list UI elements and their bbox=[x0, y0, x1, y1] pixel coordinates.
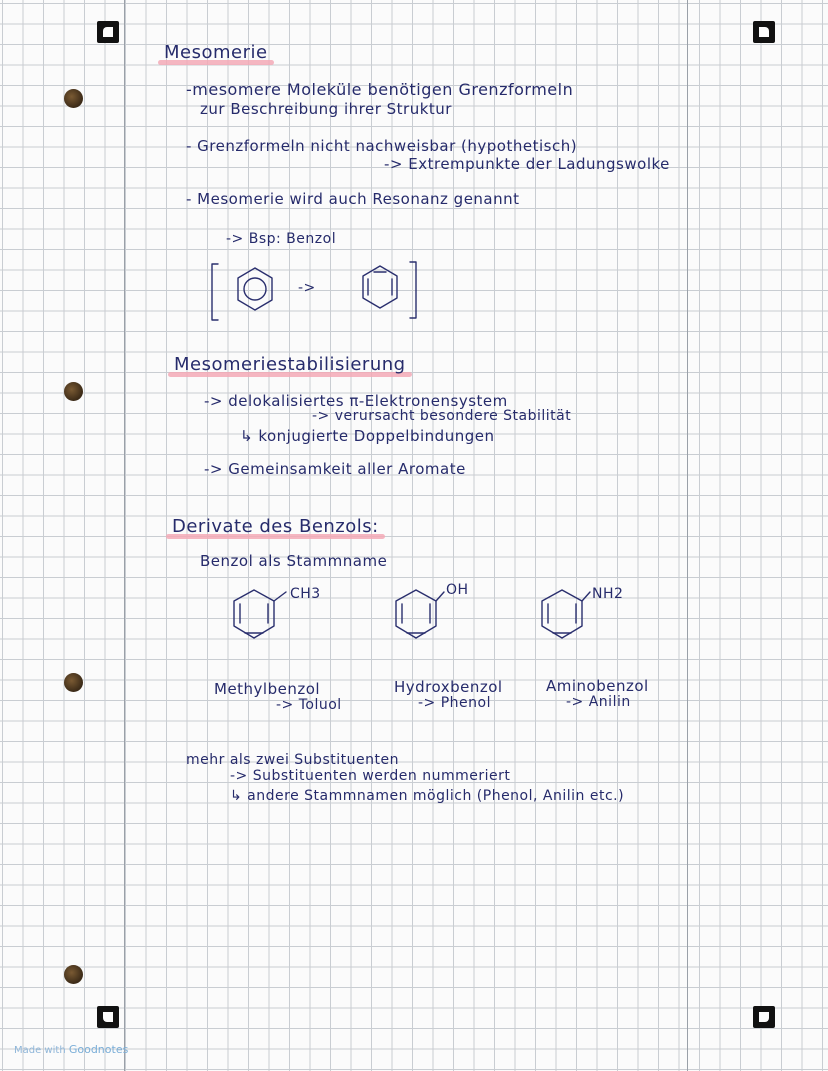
page-title bbox=[164, 42, 268, 63]
corner-marker-top-right bbox=[753, 21, 775, 43]
punch-hole-1 bbox=[64, 89, 83, 108]
corner-marker-bottom-right bbox=[753, 1006, 775, 1028]
stabilisierung-heading bbox=[174, 354, 406, 375]
punch-hole-4 bbox=[64, 965, 83, 984]
margin-line-right bbox=[687, 0, 688, 1071]
goodnotes-watermark bbox=[14, 1043, 128, 1056]
aminobenzol-group: NH2 bbox=[592, 586, 624, 602]
corner-marker-bottom-left bbox=[97, 1006, 119, 1028]
aminobenzol-name: Aminobenzol bbox=[546, 677, 649, 695]
stabilisierung-line-3: ↳ konjugierte Doppelbindungen bbox=[240, 427, 495, 445]
methylbenzol-alias: -> Toluol bbox=[276, 697, 342, 713]
hydroxbenzol-alias: -> Phenol bbox=[418, 695, 491, 711]
resonance-arrow: -> bbox=[298, 280, 316, 296]
hydroxbenzol-name: Hydroxbenzol bbox=[394, 678, 503, 696]
benzene-resonance-drawing bbox=[210, 258, 430, 328]
substituents-line-3: ↳ andere Stammnamen möglich (Phenol, Anilin etc.) bbox=[230, 788, 625, 804]
mesomerie-line-2: zur Beschreibung ihrer Struktur bbox=[200, 100, 452, 118]
page-title-text: Mesomerie bbox=[164, 42, 268, 63]
corner-marker-top-left bbox=[97, 21, 119, 43]
mesomerie-line-5: - Mesomerie wird auch Resonanz genannt bbox=[186, 190, 520, 208]
mesomerie-line-3: - Grenzformeln nicht nachweisbar (hypothetisch) bbox=[186, 137, 578, 155]
substituents-line-1: mehr als zwei Substituenten bbox=[186, 752, 399, 768]
mesomerie-line-4: -> Extrempunkte der Ladungswolke bbox=[384, 155, 670, 173]
margin-line-left bbox=[124, 0, 125, 1071]
derivate-heading-text: Derivate des Benzols: bbox=[172, 516, 379, 537]
punch-hole-3 bbox=[64, 673, 83, 692]
punch-hole-2 bbox=[64, 382, 83, 401]
methylbenzol-group: CH3 bbox=[290, 586, 321, 602]
substituents-line-2: -> Substituenten werden nummeriert bbox=[230, 768, 511, 784]
watermark-brand: Goodnotes bbox=[68, 1043, 129, 1056]
derivate-heading bbox=[172, 516, 379, 537]
derivate-subheading: Benzol als Stammname bbox=[200, 552, 388, 570]
stabilisierung-line-2: -> verursacht besondere Stabilität bbox=[312, 408, 572, 424]
stabilisierung-heading-text: Mesomeriestabilisierung bbox=[174, 354, 406, 375]
watermark-prefix: Made with bbox=[14, 1045, 66, 1056]
methylbenzol-name: Methylbenzol bbox=[214, 680, 321, 698]
stabilisierung-line-4: -> Gemeinsamkeit aller Aromate bbox=[204, 460, 466, 478]
mesomerie-example: -> Bsp: Benzol bbox=[226, 231, 337, 247]
hydroxbenzol-group: OH bbox=[446, 582, 469, 598]
aminobenzol-alias: -> Anilin bbox=[566, 694, 631, 710]
stabilisierung-line-1: -> delokalisiertes π-Elektronensystem bbox=[204, 392, 508, 410]
mesomerie-line-1: -mesomere Moleküle benötigen Grenzformeln bbox=[186, 80, 574, 99]
